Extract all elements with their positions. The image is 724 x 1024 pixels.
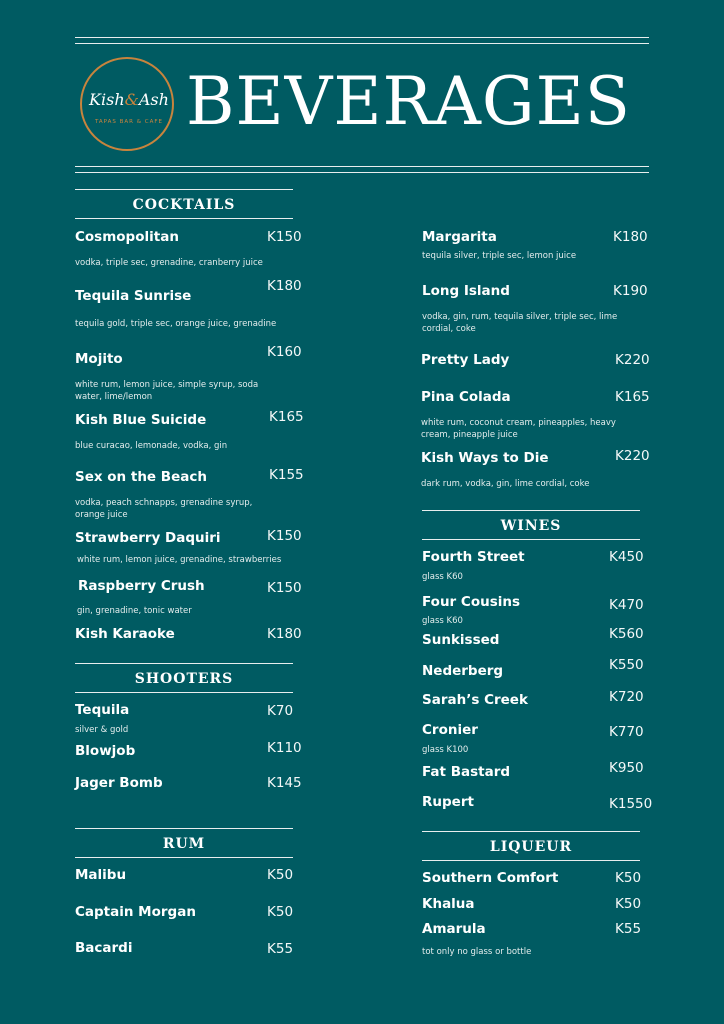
price-rupert: K1550	[609, 796, 653, 812]
item-mojito: Mojito	[75, 351, 123, 367]
section-liqueur: LIQUEUR	[422, 831, 640, 861]
item-sunkissed: Sunkissed	[422, 632, 500, 648]
logo-subtitle: TAPAS BAR & CAFE	[94, 119, 164, 125]
desc-pina-colada: white rum, coconut cream, pineapples, heavy cream, pineapple juice	[421, 418, 616, 440]
header-rule-top-1	[75, 37, 649, 38]
item-pretty-lady: Pretty Lady	[421, 352, 510, 368]
item-sex-on-the-beach: Sex on the Beach	[75, 469, 207, 485]
header-rule-bottom-1	[75, 166, 649, 167]
item-long-island: Long Island	[422, 283, 510, 299]
desc-kish-blue-suicide: blue curacao, lemonade, vodka, gin	[75, 441, 228, 451]
price-cronier: K770	[609, 724, 644, 740]
desc-kish-ways-to-die: dark rum, vodka, gin, lime cordial, coke	[421, 479, 590, 489]
item-four-cousins: Four Cousins	[422, 594, 521, 610]
item-rupert: Rupert	[422, 794, 474, 810]
price-kish-blue-suicide: K165	[269, 409, 304, 425]
item-kish-karaoke: Kish Karaoke	[75, 626, 175, 642]
header-rule-bottom-2	[75, 172, 649, 173]
price-captain-morgan: K50	[267, 904, 294, 920]
item-cronier: Cronier	[422, 722, 478, 738]
item-khalua: Khalua	[422, 896, 475, 912]
price-jager-bomb: K145	[267, 775, 302, 791]
desc-amarula: tot only no glass or bottle	[422, 947, 532, 957]
item-kish-blue-suicide: Kish Blue Suicide	[75, 412, 207, 428]
item-captain-morgan: Captain Morgan	[75, 904, 196, 920]
price-margarita: K180	[613, 229, 648, 245]
desc-raspberry-crush: gin, grenadine, tonic water	[77, 606, 192, 616]
price-amarula: K55	[615, 921, 642, 937]
item-southern-comfort: Southern Comfort	[422, 870, 559, 886]
desc-cosmopolitan: vodka, triple sec, grenadine, cranberry juice	[75, 258, 263, 268]
price-tequila: K70	[267, 703, 294, 719]
item-fourth-street: Fourth Street	[422, 549, 525, 565]
price-four-cousins: K470	[609, 597, 644, 613]
desc-fourth-street: glass K60	[422, 572, 463, 582]
item-tequila: Tequila	[75, 702, 130, 718]
item-cosmopolitan: Cosmopolitan	[75, 229, 179, 245]
item-kish-ways-to-die: Kish Ways to Die	[421, 450, 549, 466]
item-bacardi: Bacardi	[75, 940, 133, 956]
price-sarahs-creek: K720	[609, 689, 644, 705]
price-fat-bastard: K950	[609, 760, 644, 776]
desc-margarita: tequila silver, triple sec, lemon juice	[422, 251, 577, 261]
item-tequila-sunrise: Tequila Sunrise	[75, 288, 192, 304]
price-malibu: K50	[267, 867, 294, 883]
price-cosmopolitan: K150	[267, 229, 302, 245]
price-raspberry-crush: K150	[267, 580, 302, 596]
item-strawberry-daquiri: Strawberry Daquiri	[75, 530, 221, 546]
item-margarita: Margarita	[422, 229, 497, 245]
section-cocktails: COCKTAILS	[75, 189, 293, 219]
desc-cronier: glass K100	[422, 745, 469, 755]
price-fourth-street: K450	[609, 549, 644, 565]
item-fat-bastard: Fat Bastard	[422, 764, 511, 780]
desc-tequila: silver & gold	[75, 725, 129, 735]
item-pina-colada: Pina Colada	[421, 389, 511, 405]
item-amarula: Amarula	[422, 921, 486, 937]
page-title: BEVERAGES	[186, 63, 631, 140]
item-raspberry-crush: Raspberry Crush	[78, 578, 205, 594]
desc-strawberry-daquiri: white rum, lemon juice, grenadine, strawberries	[77, 555, 282, 565]
price-blowjob: K110	[267, 740, 302, 756]
price-bacardi: K55	[267, 941, 294, 957]
price-khalua: K50	[615, 896, 642, 912]
price-pretty-lady: K220	[615, 352, 650, 368]
price-nederberg: K550	[609, 657, 644, 673]
price-long-island: K190	[613, 283, 648, 299]
desc-mojito: white rum, lemon juice, simple syrup, soda water, lime/lemon	[75, 380, 259, 402]
section-shooters: SHOOTERS	[75, 663, 293, 693]
desc-four-cousins: glass K60	[422, 616, 463, 626]
item-malibu: Malibu	[75, 867, 127, 883]
price-strawberry-daquiri: K150	[267, 528, 302, 544]
price-tequila-sunrise: K180	[267, 278, 302, 294]
price-southern-comfort: K50	[615, 870, 642, 886]
price-kish-karaoke: K180	[267, 626, 302, 642]
header-rule-top-2	[75, 43, 649, 44]
price-sex-on-the-beach: K155	[269, 467, 304, 483]
section-rum: RUM	[75, 828, 293, 858]
desc-sex-on-the-beach: vodka, peach schnapps, grenadine syrup, orange juice	[75, 498, 253, 520]
item-sarahs-creek: Sarah’s Creek	[422, 692, 528, 708]
logo-script: Kish&Ash	[89, 90, 169, 109]
price-pina-colada: K165	[615, 389, 650, 405]
section-wines: WINES	[422, 510, 640, 540]
price-sunkissed: K560	[609, 626, 644, 642]
logo	[80, 57, 174, 151]
price-kish-ways-to-die: K220	[615, 448, 650, 464]
item-nederberg: Nederberg	[422, 663, 504, 679]
item-jager-bomb: Jager Bomb	[75, 775, 163, 791]
desc-long-island: vodka, gin, rum, tequila silver, triple sec, lime cordial, coke	[422, 312, 618, 334]
price-mojito: K160	[267, 344, 302, 360]
desc-tequila-sunrise: tequila gold, triple sec, orange juice, grenadine	[75, 319, 277, 329]
item-blowjob: Blowjob	[75, 743, 136, 759]
